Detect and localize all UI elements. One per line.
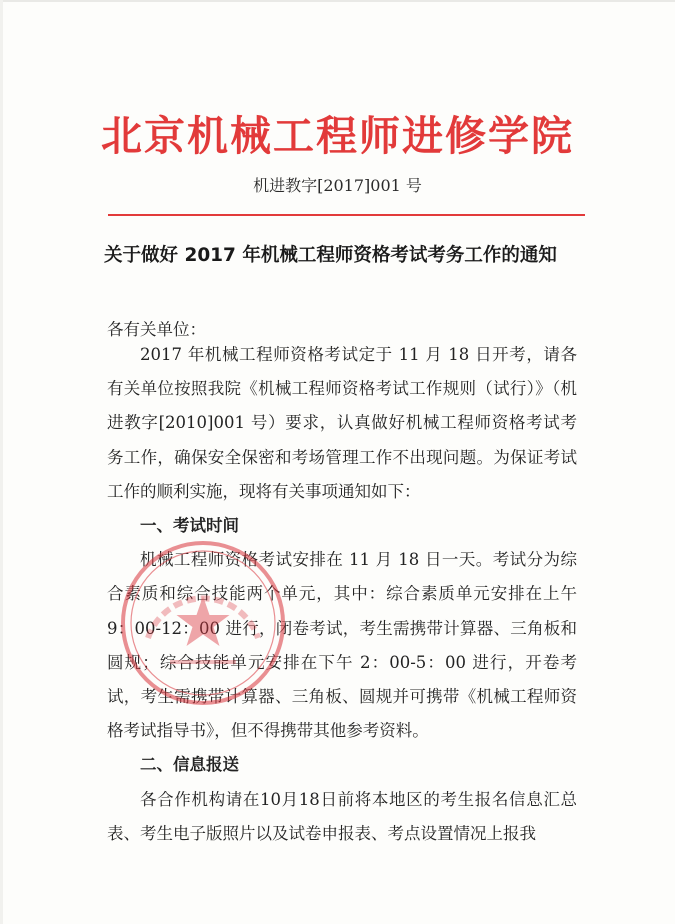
intro-paragraph: 2017 年机械工程师资格考试定于 11 月 18 日开考，请各有关单位按照我院《机械工程师资格考试工作规则（试行）》（机进教字[2010]001 号）要求，认真做好机械工程师资格考试考务工作，确保安全保密和考场管理工作不出现问题。为保证考试工作的顺利实施，现将有关事项通知如下：	[107, 345, 577, 501]
notice-body	[107, 338, 577, 851]
letterhead-org-name: 北京机械工程师进修学院	[101, 112, 574, 160]
section-text-info-report: 各合作机构请在10月18日前将本地区的考生报名信息汇总表、考生电子版照片以及试卷申报表、考点设置情况上报我	[107, 789, 577, 843]
salutation: 各有关单位：	[107, 320, 206, 339]
scan-edge	[0, 0, 675, 2]
section-heading-info-report: 二、信息报送	[140, 755, 239, 775]
letterhead-divider	[108, 214, 585, 216]
notice-title: 关于做好 2017 年机械工程师资格考试考务工作的通知	[104, 245, 557, 266]
section-heading-exam-time: 一、考试时间	[140, 516, 239, 536]
section-text-exam-time: 机械工程师资格考试安排在 11 月 18 日一天。考试分为综合素质和综合技能两个单元，其中：综合素质单元安排在上午 9：00-12：00 进行，闭卷考试，考生需携带计算器、三角板和圆规；综合技能单元安排在下午 2：00-5：00 进行，开卷考试，考生需携带计算器、三角板、圆规并可携带《机械工程师资格考试指导书》，但不得携带其他参考资料。	[107, 550, 577, 741]
document-number: 机进教字[2017]001 号	[253, 176, 422, 195]
